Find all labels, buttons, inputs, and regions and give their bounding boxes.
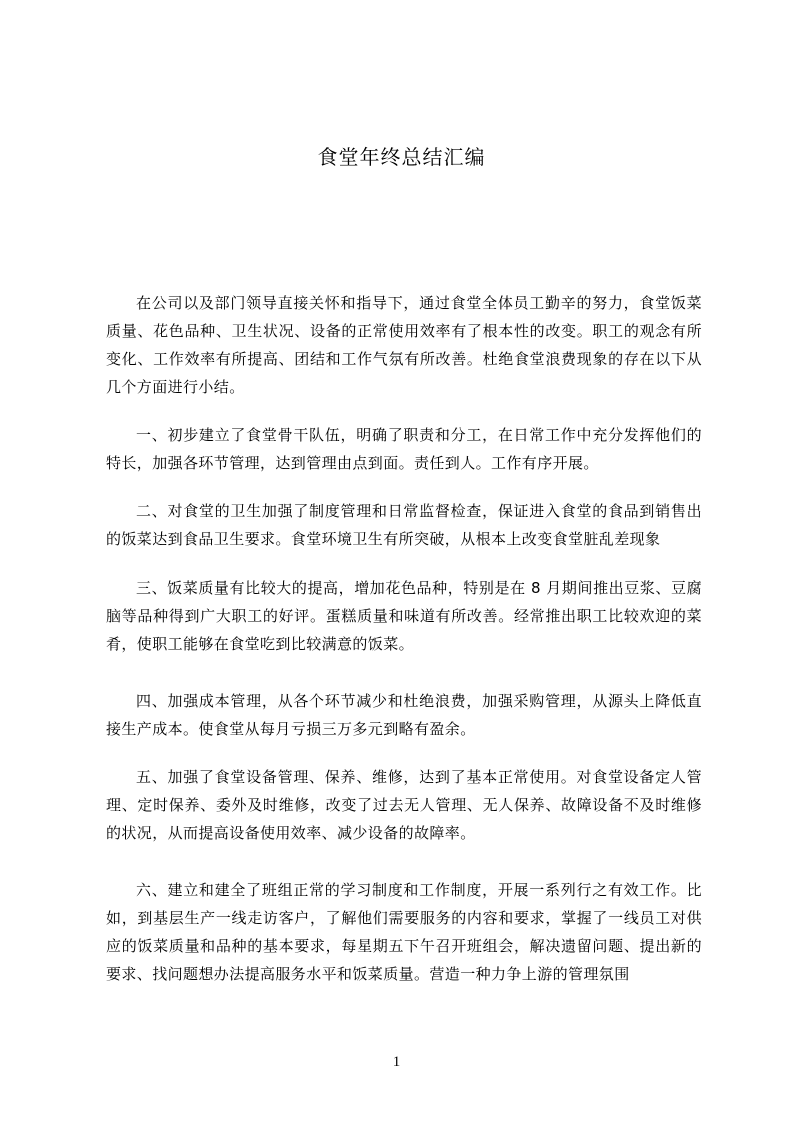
paragraph-section-4: 四、加强成本管理，从各个环节减少和杜绝浪费，加强采购管理，从源头上降低直接生产成本。使食堂从每月亏损三万多元到略有盈余。: [106, 692, 702, 738]
paragraph-section-2: 二、对食堂的卫生加强了制度管理和日常监督检查，保证进入食堂的食品到销售出的饭菜达到食品卫生要求。食堂环境卫生有所突破，从根本上改变食堂脏乱差现象: [106, 502, 702, 548]
paragraph-intro: 在公司以及部门领导直接关怀和指导下，通过食堂全体员工勤辛的努力，食堂饭菜质量、花色品种、卫生状况、设备的正常使用效率有了根本性的改变。职工的观念有所变化、工作效率有所提高、团结和工作气氛有所改善。杜绝食堂浪费现象的存在以下从几个方面进行小结。: [106, 294, 702, 396]
document-title: 食堂年终总结汇编: [317, 145, 486, 169]
paragraph-section-6: 六、建立和建全了班组正常的学习制度和工作制度，开展一系列行之有效工作。比如，到基层生产一线走访客户，了解他们需要服务的内容和要求，掌握了一线员工对供应的饭菜质量和品种的基本要求，每星期五下午召开班组会，解决遗留问题、提出新的要求、找问题想办法提高服务水平和饭菜质量。营造一种力争上游的管理氛围: [106, 881, 702, 983]
paragraph-section-3: 三、饭菜质量有比较大的提高，增加花色品种，特别是在 8 月期间推出豆浆、豆腐脑等品种得到广大职工的好评。蛋糕质量和味道有所改善。经常推出职工比较欢迎的菜肴，使职工能够在食堂吃到比较满意的饭菜。: [106, 579, 702, 653]
page-number: 1: [392, 1054, 401, 1070]
paragraph-section-5: 五、加强了食堂设备管理、保养、维修，达到了基本正常使用。对食堂设备定人管理、定时保养、委外及时维修，改变了过去无人管理、无人保养、故障设备不及时维修的状况，从而提高设备使用效率、减少设备的故障率。: [106, 768, 702, 842]
paragraph-section-1: 一、初步建立了食堂骨干队伍，明确了职责和分工，在日常工作中充分发挥他们的特长，加强各环节管理，达到管理由点到面。责任到人。工作有序开展。: [106, 426, 702, 472]
